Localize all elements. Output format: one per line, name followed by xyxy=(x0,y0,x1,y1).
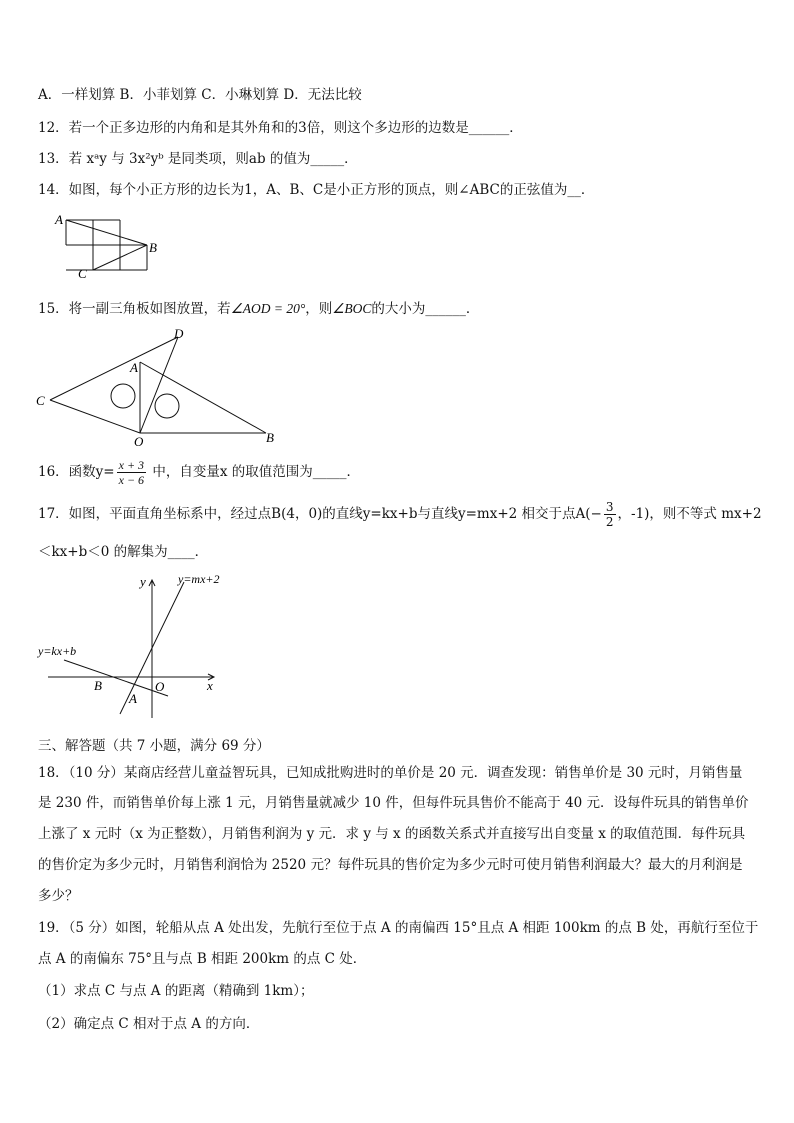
label-b: B xyxy=(149,240,157,255)
label-x: x xyxy=(207,678,213,693)
question-14: 14．如图，每个小正方形的边长为1，A、B、C是小正方形的顶点，则∠ABC的正弦值为__． xyxy=(38,182,595,198)
q14-grid-figure xyxy=(48,210,178,282)
question-18-line-4: 的售价定为多少元时，月销售利润恰为 2520 元？每件玩具的售价定为多少元时可使月销售利润最大？最大的月利润是 xyxy=(38,857,743,873)
label-c: C xyxy=(78,266,87,281)
q15-angle-boc: ∠BOC xyxy=(332,301,372,316)
label-d: D xyxy=(174,326,184,341)
label-y: y xyxy=(140,574,146,589)
edge-o-d xyxy=(140,337,178,433)
question-17-line2: ＜kx+b＜0 的解集为____． xyxy=(38,544,209,560)
question-18-line-1: 18．（10 分）某商店经营儿童益智玩具，已知成批购进时的单价是 20 元．调查发现：销售单价是 30 元时，月销售量 xyxy=(38,765,743,781)
q15-post: 的大小为______． xyxy=(371,301,480,317)
q15-pre: 15．将一副三角板如图放置，若 xyxy=(38,301,231,317)
label-c: C xyxy=(36,393,45,408)
question-12: 12．若一个正多边形的内角和是其外角和的3倍，则这个多边形的边数是______． xyxy=(38,120,523,136)
question-17 xyxy=(38,500,762,529)
label-line-mx: y=mx+2 xyxy=(178,572,220,586)
label-a: A xyxy=(55,212,63,227)
q11-options: A．一样划算 B．小菲划算 C．小琳划算 D．无法比较 xyxy=(38,87,362,103)
question-18-line-5: 多少？ xyxy=(38,888,79,904)
q17-pre: 17．如图，平面直角坐标系中，经过点B(4，0)的直线y=kx+b与直线y=mx+2 相交于点A(− xyxy=(38,506,602,522)
q17-coordinate-figure xyxy=(34,568,234,724)
label-a: A xyxy=(130,360,138,375)
segment-ab xyxy=(66,220,147,245)
q15-mid: ，则 xyxy=(305,301,333,317)
question-19-line-1: 19．（5 分）如图，轮船从点 A 处出发，先航行至位于点 A 的南偏西 15°且点 A 相距 100km 的点 B 处，再航行至位于 xyxy=(38,920,759,936)
question-15 xyxy=(38,297,479,317)
q16-pre: 16．函数y= xyxy=(38,464,115,480)
q17-post: ，-1)，则不等式 mx+2 xyxy=(617,506,762,522)
label-b: B xyxy=(266,430,274,445)
q16-fraction xyxy=(117,458,146,487)
edge-c-d xyxy=(50,337,178,400)
label-o: O xyxy=(134,434,144,449)
q17-numerator: 3 xyxy=(605,500,614,514)
label-o: O xyxy=(155,679,165,694)
question-19-line-2: 点 A 的南偏东 75°且与点 B 相距 200km 的点 C 处． xyxy=(38,951,367,967)
q17-denominator: 2 xyxy=(605,515,614,529)
question-18-line-2: 是 230 件，而销售单价每上涨 1 元，月销售量就减少 10 件，但每件玩具售价不能高于 40 元．设每件玩具的销售单价 xyxy=(38,795,749,811)
label-b: B xyxy=(94,678,102,693)
question-18-line-3: 上涨了 x 元时（x 为正整数），月销售利润为 y 元．求 y 与 x 的函数关系式并直接写出自变量 x 的取值范围．每件玩具 xyxy=(38,826,746,842)
question-13: 13．若 xᵃy 与 3x²yᵇ 是同类项，则ab 的值为_____． xyxy=(38,151,358,167)
q16-post: 中，自变量x 的取值范围为_____． xyxy=(148,464,361,480)
q16-numerator: x + 3 xyxy=(118,458,145,472)
q15-angle-aod: ∠AOD = 20° xyxy=(230,301,306,316)
question-19-part-2: （2）确定点 C 相对于点 A 的方向． xyxy=(38,1016,260,1032)
question-16 xyxy=(38,458,360,487)
label-line-kx: y=kx+b xyxy=(38,644,77,658)
question-19-part-1: （1）求点 C 与点 A 的距离（精确到 1km）； xyxy=(38,983,314,999)
q16-denominator: x − 6 xyxy=(118,473,145,487)
q17-fraction xyxy=(604,500,616,529)
label-a: A xyxy=(129,691,137,706)
edge-c-o xyxy=(50,400,140,433)
section-3-title: 三、解答题（共 7 小题，满分 69 分） xyxy=(38,738,270,754)
q15-triangles-figure xyxy=(30,326,290,450)
